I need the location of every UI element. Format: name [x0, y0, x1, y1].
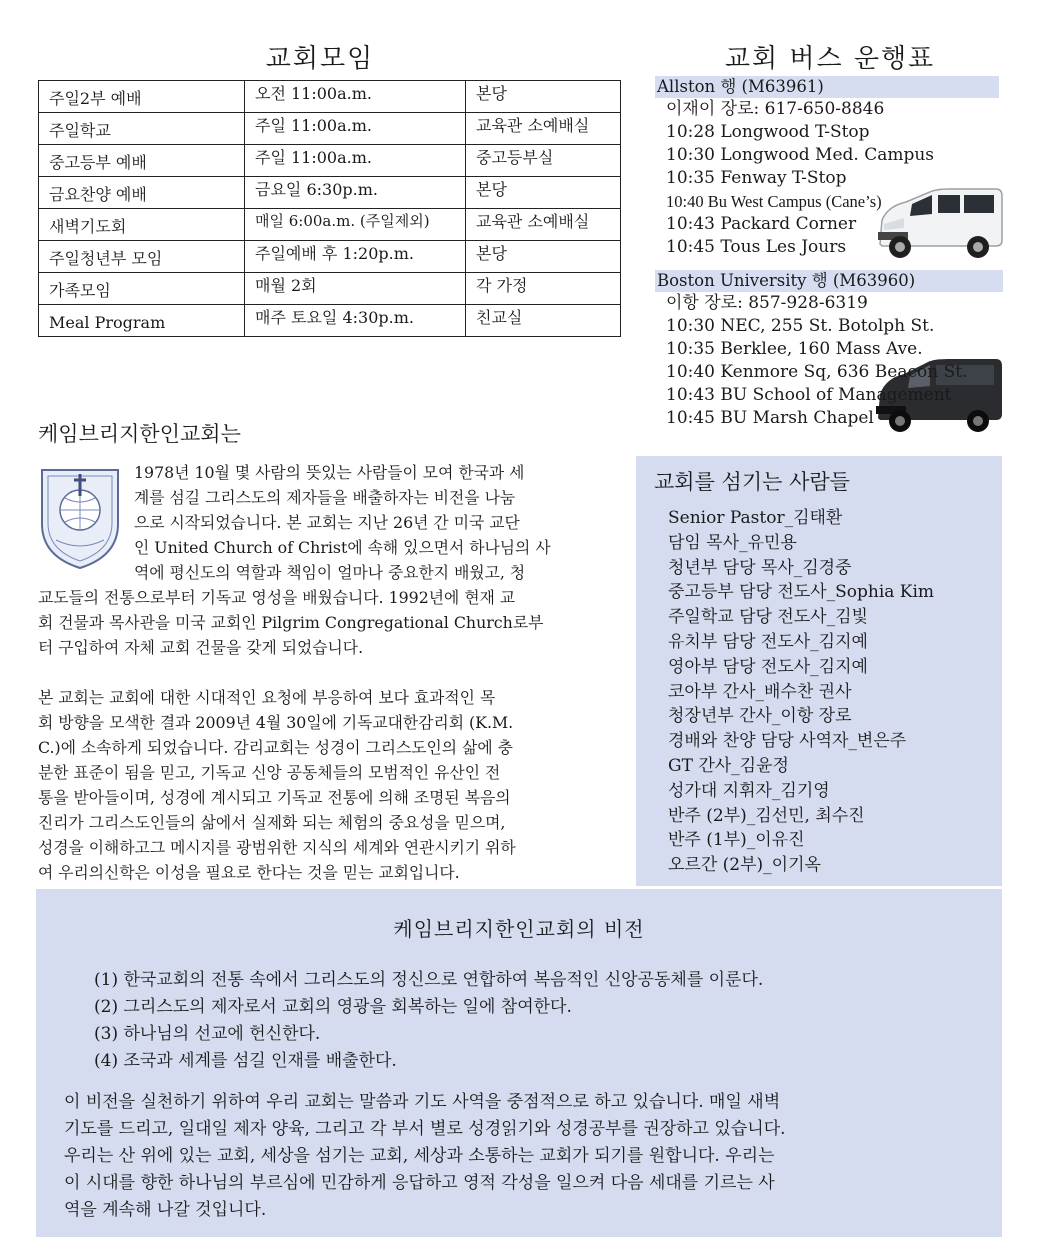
white-van-image: [870, 184, 1004, 264]
servant-item: 중고등부 담당 전도사_Sophia Kim: [668, 582, 935, 603]
bus-stop: 10:43 BU School of Management: [666, 385, 952, 405]
meeting-row: [39, 273, 621, 305]
meeting-time: 매주 토요일 4:30p.m.: [245, 305, 466, 337]
meeting-row: [39, 305, 621, 337]
intro-line: 인 United Church of Christ에 속해 있으면서 하나님의 사: [134, 538, 551, 557]
intro-line: 으로 시작되었습니다. 본 교회는 지난 26년 간 미국 교단: [134, 513, 520, 532]
servant-item: 청년부 담당 목사_김경중: [668, 557, 852, 578]
meeting-row: [39, 81, 621, 113]
route-header: Boston University 행 (M63960): [655, 270, 1003, 292]
bus-stop: 10:30 Longwood Med. Campus: [666, 145, 935, 165]
intro-line: 진리가 그리스도인들의 삶에서 실제화 되는 체험의 중요성을 믿으며,: [38, 813, 506, 832]
intro-line: C.)에 소속하게 되었습니다. 감리교회는 성경이 그리스도인의 삶에 충: [38, 738, 513, 757]
intro-line: 분한 표준이 됨을 믿고, 기독교 신앙 공동체들의 모범적인 유산인 전: [38, 763, 501, 782]
meeting-name: 금요찬양 예배: [39, 177, 245, 209]
servant-item: 유치부 담당 전도사_김지예: [668, 631, 868, 652]
servant-item: Senior Pastor_김태환: [668, 508, 843, 528]
servant-item: 반주 (2부)_김선민, 최수진: [668, 805, 865, 826]
bus-stop: 10:30 NEC, 255 St. Botolph St.: [666, 316, 935, 336]
vision-point: (2) 그리스도의 제자로서 교회의 영광을 회복하는 일에 참여한다.: [94, 997, 572, 1017]
meeting-place: 교육관 소예배실: [466, 113, 621, 145]
servant-item: 경배와 찬양 담당 사역자_변은주: [668, 731, 907, 752]
meeting-place: 교육관 소예배실: [466, 209, 621, 241]
route-contact: 이항 장로: 857-928-6319: [666, 293, 868, 313]
intro-text: [38, 460, 608, 885]
bus-stop: 10:35 Fenway T-Stop: [666, 168, 847, 188]
meetings-title: 교회모임: [265, 44, 375, 74]
meeting-row: [39, 177, 621, 209]
vision-body-line: 우리는 산 위에 있는 교회, 세상을 섬기는 교회, 세상과 소통하는 교회가 되기를 원합니다. 우리는: [64, 1146, 775, 1166]
meeting-name: 주일2부 예배: [39, 81, 245, 113]
servant-item: GT 간사_김윤정: [668, 755, 789, 776]
intro-line: 교도들의 전통으로부터 기독교 영성을 배웠습니다. 1992년에 현재 교: [38, 588, 516, 607]
meeting-name: 가족모임: [39, 273, 245, 305]
bus-stop: 10:43 Packard Corner: [666, 214, 857, 234]
intro-line: 본 교회는 교회에 대한 시대적인 요청에 부응하여 보다 효과적인 목: [38, 688, 496, 707]
bus-stop: 10:45 Tous Les Jours: [666, 237, 847, 257]
vision-point: (1) 한국교회의 전통 속에서 그리스도의 정신으로 연합하여 복음적인 신앙공동체를 이룬다.: [94, 970, 764, 990]
intro-line: 1978년 10월 몇 사람의 뜻있는 사람들이 모여 한국과 세: [134, 463, 525, 482]
servant-item: 오르간 (2부)_이기옥: [668, 855, 821, 876]
intro-title: 케임브리지한인교회는: [38, 422, 241, 446]
vision-point: (4) 조국과 세계를 섬길 인재를 배출한다.: [94, 1051, 397, 1071]
servant-item: 성가대 지휘자_김기영: [668, 780, 830, 801]
meeting-place: 중고등부실: [466, 145, 621, 177]
intro-line: 여 우리의신학은 이성을 필요로 한다는 것을 믿는 교회입니다.: [38, 863, 460, 882]
meeting-time: 금요일 6:30p.m.: [245, 177, 466, 209]
vision-body-line: 이 시대를 향한 하나님의 부르심에 민감하게 응답하고 영적 각성을 일으켜 다음 세대를 기르는 사: [64, 1173, 775, 1193]
vision-title: 케임브리지한인교회의 비전: [393, 917, 645, 941]
intro-line: 터 구입하여 자체 교회 건물을 갖게 되었습니다.: [38, 638, 364, 657]
meeting-name: 주일청년부 모임: [39, 241, 245, 273]
servants-title: 교회를 섬기는 사람들: [654, 470, 850, 494]
meeting-time: 매월 2회: [245, 273, 466, 305]
meeting-row: [39, 209, 621, 241]
bus-title: 교회 버스 운행표: [724, 44, 936, 74]
meeting-place: 각 가정: [466, 273, 621, 305]
intro-line: 회 방향을 모색한 결과 2009년 4월 30일에 기독교대한감리회 (K.M.: [38, 713, 514, 732]
bus-stop: 10:40 Bu West Campus (Cane’s): [666, 192, 882, 211]
meeting-row: [39, 113, 621, 145]
servant-item: 코아부 간사_배수찬 권사: [668, 681, 852, 702]
meeting-time: 오전 11:00a.m.: [245, 81, 466, 113]
servants-box: [636, 456, 1002, 886]
servant-item: 담임 목사_유민용: [668, 532, 797, 553]
meeting-name: 새벽기도회: [39, 209, 245, 241]
meeting-name: 중고등부 예배: [39, 145, 245, 177]
meetings-table: [38, 80, 621, 337]
meeting-place: 본당: [466, 81, 621, 113]
vision-body-line: 기도를 드리고, 일대일 제자 양육, 그리고 각 부서 별로 성경읽기와 성경공부를 권장하고 있습니다.: [64, 1119, 786, 1139]
meeting-row: [39, 241, 621, 273]
servant-item: 주일학교 담당 전도사_김빛: [668, 607, 868, 628]
vision-point: (3) 하나님의 선교에 헌신한다.: [94, 1024, 321, 1044]
bus-stop: 10:45 BU Marsh Chapel: [666, 408, 874, 428]
intro-line: 통을 받아들이며, 성경에 계시되고 기독교 전통에 의해 조명된 복음의: [38, 788, 511, 807]
meeting-time: 주일 11:00a.m.: [245, 145, 466, 177]
bus-stop: 10:40 Kenmore Sq, 636 Beacon St.: [666, 362, 968, 382]
route-contact: 이재이 장로: 617-650-8846: [666, 99, 885, 119]
meeting-time: 주일 11:00a.m.: [245, 113, 466, 145]
meeting-name: 주일학교: [39, 113, 245, 145]
servant-item: 반주 (1부)_이유진: [668, 830, 805, 851]
bus-stop: 10:35 Berklee, 160 Mass Ave.: [666, 339, 923, 359]
intro-line: 역에 평신도의 역할과 책임이 얼마나 중요한지 배웠고, 청: [134, 563, 526, 582]
bus-stop: 10:28 Longwood T-Stop: [666, 122, 870, 142]
vision-body-line: 역을 계속해 나갈 것입니다.: [64, 1200, 267, 1220]
vision-box: [36, 889, 1002, 1237]
intro-line: 성경을 이해하고그 메시지를 광범위한 지식의 세계와 연관시키기 위하: [38, 838, 516, 857]
servant-item: 영아부 담당 전도사_김지예: [668, 656, 868, 677]
meeting-time: 매일 6:00a.m. (주일제외): [245, 209, 466, 241]
intro-line: 계를 섬길 그리스도의 제자들을 배출하자는 비전을 나눔: [134, 488, 516, 507]
route-header: Allston 행 (M63961): [655, 76, 999, 98]
servant-item: 청장년부 간사_이항 장로: [668, 706, 852, 727]
meeting-place: 본당: [466, 241, 621, 273]
meeting-row: [39, 145, 621, 177]
meeting-name: Meal Program: [39, 305, 245, 337]
vision-body-line: 이 비전을 실천하기 위하여 우리 교회는 말씀과 기도 사역을 중점적으로 하고 있습니다. 매일 새벽: [64, 1092, 781, 1112]
bus-route-bu: [655, 270, 1003, 430]
meeting-time: 주일예배 후 1:20p.m.: [245, 241, 466, 273]
intro-line: 회 건물과 목사관을 미국 교회인 Pilgrim Congregational Church로부: [38, 613, 544, 632]
meeting-place: 본당: [466, 177, 621, 209]
meeting-place: 친교실: [466, 305, 621, 337]
